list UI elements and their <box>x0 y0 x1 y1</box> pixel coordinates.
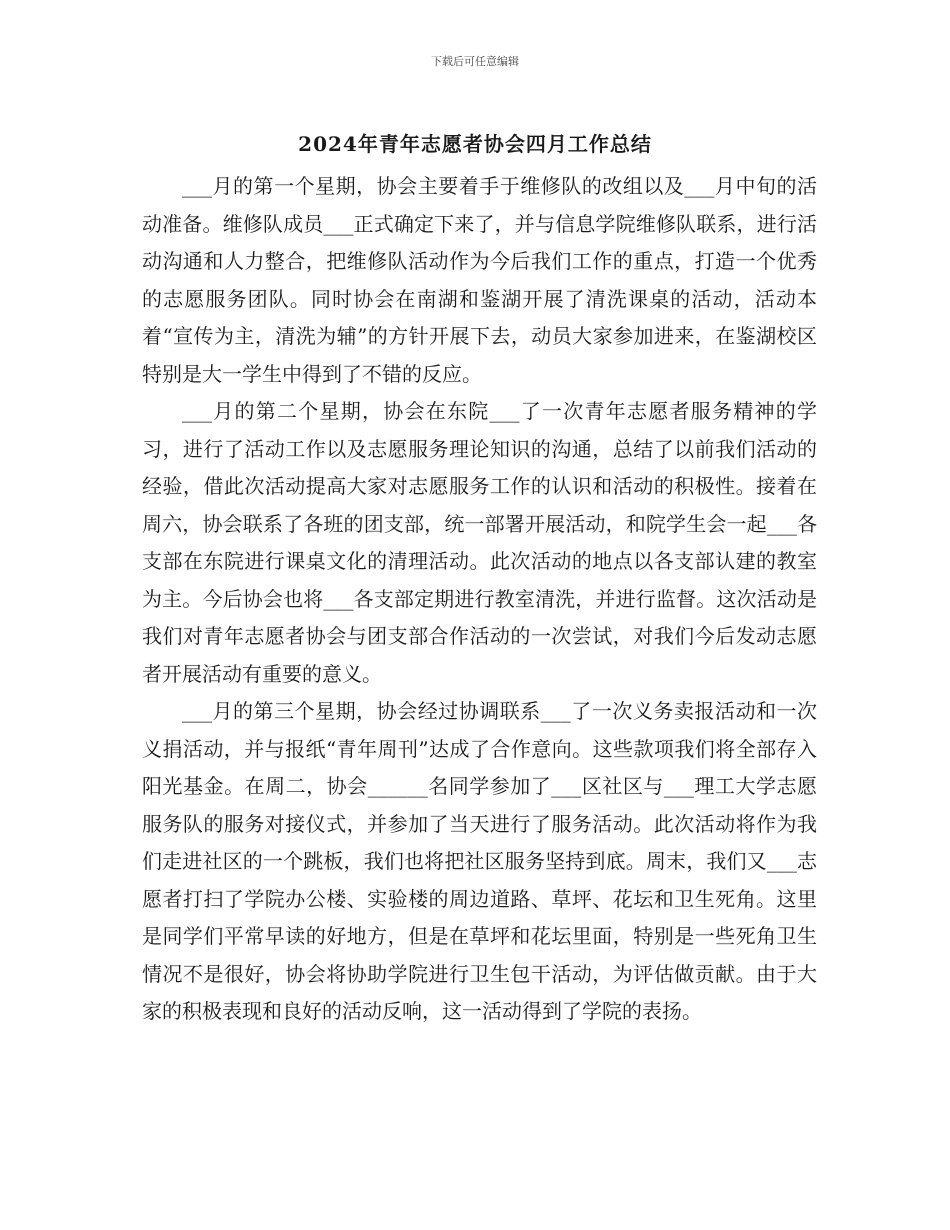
paragraph-week-2: ___月的第二个星期，协会在东院___了一次青年志愿者服务精神的学习，进行了活动工作以及志愿服务理论知识的沟通，总结了以前我们活动的经验，借此次活动提高大家对志愿服务工作的认识和活动的积极性。接着在周六，协会联系了各班的团支部，统一部署开展活动，和院学生会一起___各支部在东院进行课桌文化的清理活动。此次活动的地点以各支部认建的教室为主。今后协会也将___各支部定期进行教室清洗，并进行监督。这次活动是我们对青年志愿者协会与团支部合作活动的一次尝试，对我们今后发动志愿者开展活动有重要的意义。 <box>142 399 817 686</box>
document-body <box>142 168 817 1031</box>
document-title: 2024年青年志愿者协会四月工作总结 <box>298 132 652 156</box>
paragraph-week-1: ___月的第一个星期，协会主要着手于维修队的改组以及___月中旬的活动准备。维修队成员___正式确定下来了，并与信息学院维修队联系，进行活动沟通和人力整合，把维修队活动作为今后我们工作的重点，打造一个优秀的志愿服务团队。同时协会在南湖和鉴湖开展了清洗课桌的活动，活动本着“宣传为主，清洗为辅”的方针开展下去，动员大家参加进来，在鉴湖校区特别是大一学生中得到了不错的反应。 <box>142 174 817 386</box>
page-header-note: 下载后可任意编辑 <box>431 55 519 68</box>
paragraph-week-3: ___月的第三个星期，协会经过协调联系___了一次义务卖报活动和一次义捐活动，并与报纸“青年周刊”达成了合作意向。这些款项我们将全部存入阳光基金。在周二，协会______名同学参加了___区社区与___理工大学志愿服务队的服务对接仪式，并参加了当天进行了服务活动。此次活动将作为我们走进社区的一个跳板，我们也将把社区服务坚持到底。周末，我们又___志愿者打扫了学院办公楼、实验楼的周边道路、草坪、花坛和卫生死角。这里是同学们平常早读的好地方，但是在草坪和花坛里面，特别是一些死角卫生情况不是很好，协会将协助学院进行卫生包干活动，为评估做贡献。由于大家的积极表现和良好的活动反响，这一活动得到了学院的表扬。 <box>142 699 817 1023</box>
